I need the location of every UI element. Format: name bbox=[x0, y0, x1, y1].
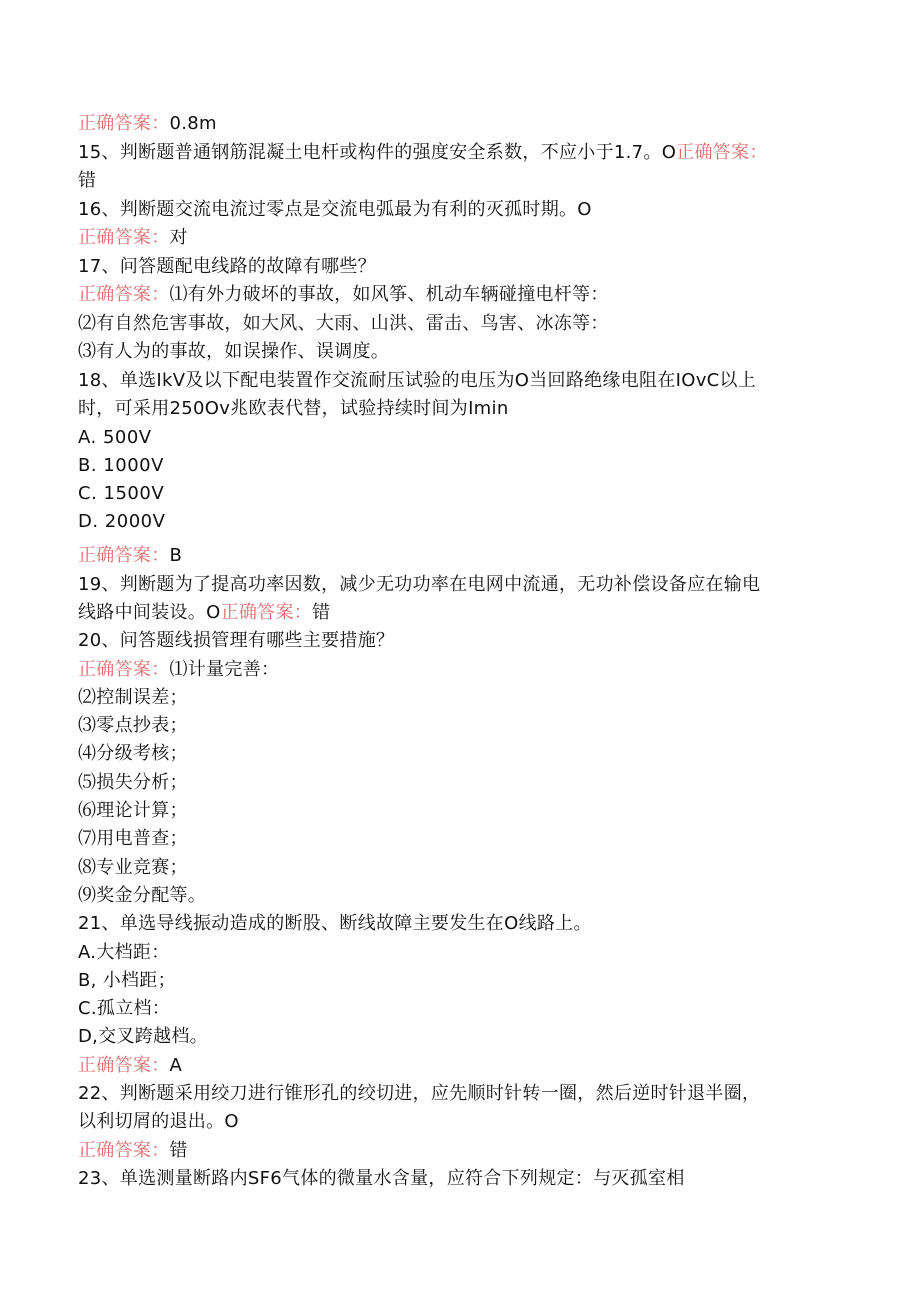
answer-value: 错 bbox=[312, 602, 331, 623]
answer-value-15: 错 bbox=[78, 170, 97, 191]
answer-line-16 bbox=[78, 225, 188, 251]
question-22-cont: 以利切屑的退出。O bbox=[78, 1111, 239, 1132]
option-d: D. 2000V bbox=[78, 511, 166, 532]
option-a: A. 500V bbox=[78, 427, 152, 448]
question-21: 21、单选导线振动造成的断股、断线故障主要发生在O线路上。 bbox=[78, 913, 592, 934]
answer-value: ⑴计量完善： bbox=[169, 659, 280, 680]
question-19: 19、判断题为了提高功率因数，减少无功功率在电网中流通，无功补偿设备应在输电 bbox=[78, 574, 761, 595]
option-a: A.大档距： bbox=[78, 942, 170, 963]
answer-item: ⑺用电普查； bbox=[78, 828, 188, 849]
answer-label: 正确答案： bbox=[78, 284, 170, 305]
answer-label: 正确答案： bbox=[220, 602, 313, 623]
answer-item: ⑵控制误差； bbox=[78, 687, 188, 708]
answer-value: A bbox=[169, 1055, 183, 1076]
question-16: 16、判断题交流电流过零点是交流电弧最为有利的灭孤时期。O bbox=[78, 199, 592, 220]
question-15 bbox=[78, 140, 768, 166]
answer-item: ⑶零点抄表； bbox=[78, 715, 188, 736]
option-c: C. 1500V bbox=[78, 483, 165, 504]
answer-item: ⑵有自然危害事故，如大风、大雨、山洪、雷击、鸟害、冰冻等： bbox=[78, 313, 609, 334]
answer-item: ⑻专业竞赛； bbox=[78, 857, 188, 878]
option-b: B, 小档距； bbox=[78, 970, 176, 991]
question-18: 18、单选IkV及以下配电装置作交流耐压试验的电压为O当回路绝缘电阻在IOvC以上 bbox=[78, 370, 757, 391]
answer-line-18 bbox=[78, 543, 182, 569]
answer-value: ⑴有外力破坏的事故，如风筝、机动车辆碰撞电杆等： bbox=[169, 284, 609, 305]
answer-item: ⑷分级考核； bbox=[78, 743, 188, 764]
question-18-cont: 时，可采用250Ov兆欧表代替，试验持续时间为Imin bbox=[78, 398, 509, 419]
answer-value: 错 bbox=[169, 1140, 188, 1161]
option-b: B. 1000V bbox=[78, 455, 164, 476]
answer-label: 正确答案： bbox=[78, 1140, 170, 1161]
answer-label: 正确答案： bbox=[676, 142, 768, 163]
question-22: 22、判断题采用绞刀进行锥形孔的绞切进，应先顺时针转一圈，然后逆时针退半圈， bbox=[78, 1083, 761, 1104]
answer-line-22 bbox=[78, 1138, 188, 1164]
question-20: 20、问答题线损管理有哪些主要措施？ bbox=[78, 630, 395, 651]
answer-line-21 bbox=[78, 1053, 182, 1079]
answer-label: 正确答案： bbox=[78, 1055, 170, 1076]
question-17: 17、问答题配电线路的故障有哪些？ bbox=[78, 256, 377, 277]
answer-item: ⑸损失分析； bbox=[78, 772, 188, 793]
answer-value: 0.8m bbox=[169, 113, 217, 134]
answer-item: ⑼奖金分配等。 bbox=[78, 885, 207, 906]
answer-line-20 bbox=[78, 657, 279, 683]
question-23: 23、单选测量断路内SF6气体的微量水含量，应符合下列规定：与灭孤室相 bbox=[78, 1168, 685, 1189]
answer-line-17 bbox=[78, 282, 609, 308]
option-c: C.孤立档： bbox=[78, 998, 171, 1019]
answer-label: 正确答案： bbox=[78, 113, 170, 134]
answer-line-14 bbox=[78, 111, 217, 137]
question-19-cont bbox=[78, 600, 330, 626]
answer-item: ⑶有人为的事故，如误操作、误调度。 bbox=[78, 341, 390, 362]
answer-label: 正确答案： bbox=[78, 659, 170, 680]
answer-label: 正确答案： bbox=[78, 227, 170, 248]
answer-item: ⑹理论计算； bbox=[78, 800, 188, 821]
answer-value: 对 bbox=[169, 227, 188, 248]
answer-label: 正确答案： bbox=[78, 545, 170, 566]
answer-value: B bbox=[169, 545, 183, 566]
question-text: 线路中间装设。O bbox=[78, 602, 221, 623]
question-text: 15、判断题普通钢筋混凝土电杆或构件的强度安全系数，不应小于1.7。O bbox=[78, 142, 677, 163]
option-d: D,交叉跨越档。 bbox=[78, 1026, 208, 1047]
